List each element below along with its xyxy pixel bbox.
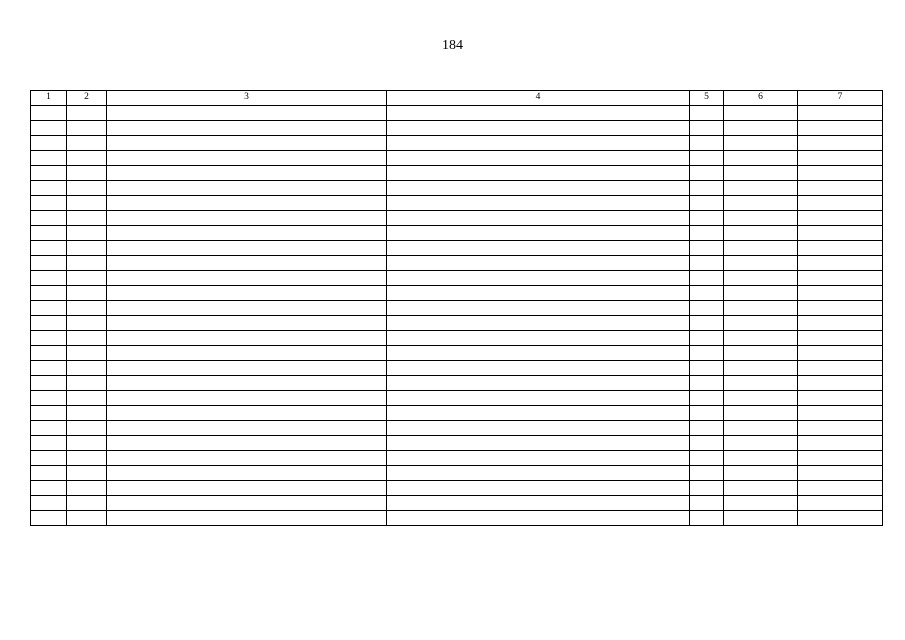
table-cell: [798, 106, 883, 121]
table-row: [31, 121, 883, 136]
table-cell: [67, 346, 107, 361]
table-cell: [31, 166, 67, 181]
table-row: [31, 436, 883, 451]
table-cell: [107, 361, 387, 376]
table-cell: [107, 421, 387, 436]
column-header: 7: [798, 91, 883, 106]
table-cell: [724, 211, 798, 226]
table-cell: [690, 436, 724, 451]
table-cell: [724, 331, 798, 346]
table-cell: [67, 481, 107, 496]
table-cell: [31, 211, 67, 226]
table-cell: [798, 346, 883, 361]
table-cell: [31, 301, 67, 316]
table-cell: [387, 196, 690, 211]
table-cell: [798, 496, 883, 511]
table-cell: [107, 226, 387, 241]
table-cell: [67, 106, 107, 121]
column-header: 6: [724, 91, 798, 106]
table-cell: [387, 166, 690, 181]
table-cell: [798, 256, 883, 271]
table-row: [31, 511, 883, 526]
column-header: 1: [31, 91, 67, 106]
table-cell: [387, 466, 690, 481]
table-cell: [690, 256, 724, 271]
table-cell: [724, 286, 798, 301]
table-cell: [387, 106, 690, 121]
table-cell: [107, 151, 387, 166]
table-row: [31, 286, 883, 301]
table-cell: [107, 406, 387, 421]
table-cell: [724, 181, 798, 196]
table-cell: [67, 301, 107, 316]
table-row: [31, 496, 883, 511]
table-row: [31, 451, 883, 466]
table-cell: [387, 271, 690, 286]
table-cell: [67, 241, 107, 256]
table-cell: [690, 496, 724, 511]
page-number: 184: [442, 38, 463, 53]
table-cell: [724, 166, 798, 181]
table-cell: [690, 391, 724, 406]
table-cell: [31, 151, 67, 166]
table-cell: [67, 256, 107, 271]
table-row: [31, 466, 883, 481]
table-cell: [690, 151, 724, 166]
table-cell: [31, 481, 67, 496]
table-cell: [798, 136, 883, 151]
table-cell: [798, 421, 883, 436]
table-row: [31, 391, 883, 406]
table-cell: [67, 496, 107, 511]
table-cell: [690, 106, 724, 121]
table-cell: [724, 421, 798, 436]
table-cell: [724, 106, 798, 121]
table-cell: [724, 406, 798, 421]
table-cell: [387, 406, 690, 421]
table-cell: [798, 196, 883, 211]
table-cell: [31, 256, 67, 271]
table-cell: [31, 226, 67, 241]
table-cell: [31, 376, 67, 391]
table-cell: [31, 286, 67, 301]
table-cell: [107, 391, 387, 406]
table-cell: [798, 211, 883, 226]
table-row: [31, 331, 883, 346]
table-cell: [387, 121, 690, 136]
table-cell: [798, 361, 883, 376]
table-cell: [67, 211, 107, 226]
table-cell: [67, 331, 107, 346]
table-cell: [31, 241, 67, 256]
table-cell: [107, 331, 387, 346]
table-cell: [31, 406, 67, 421]
table-cell: [798, 166, 883, 181]
table-row: [31, 406, 883, 421]
table-cell: [690, 121, 724, 136]
table-cell: [107, 136, 387, 151]
table-cell: [31, 106, 67, 121]
table-cell: [387, 211, 690, 226]
table-row: [31, 151, 883, 166]
table-row: [31, 211, 883, 226]
table-cell: [387, 481, 690, 496]
table-cell: [724, 511, 798, 526]
table-cell: [690, 421, 724, 436]
table-cell: [690, 466, 724, 481]
table-cell: [107, 196, 387, 211]
table-cell: [31, 196, 67, 211]
table-row: [31, 361, 883, 376]
table-cell: [690, 376, 724, 391]
table-cell: [690, 136, 724, 151]
table-cell: [690, 286, 724, 301]
table-cell: [31, 181, 67, 196]
table-cell: [387, 361, 690, 376]
table-cell: [107, 346, 387, 361]
table-cell: [387, 181, 690, 196]
table-cell: [690, 196, 724, 211]
table-row: [31, 421, 883, 436]
table-row: [31, 241, 883, 256]
table-cell: [798, 121, 883, 136]
table-cell: [724, 451, 798, 466]
table-cell: [387, 241, 690, 256]
table-cell: [107, 316, 387, 331]
table-cell: [690, 211, 724, 226]
table-cell: [724, 136, 798, 151]
table-cell: [107, 106, 387, 121]
table-row: [31, 181, 883, 196]
table-cell: [798, 301, 883, 316]
table-cell: [724, 496, 798, 511]
table-cell: [690, 511, 724, 526]
table-cell: [107, 211, 387, 226]
column-header: 3: [107, 91, 387, 106]
table-cell: [31, 121, 67, 136]
table-cell: [31, 391, 67, 406]
table-cell: [690, 406, 724, 421]
table-cell: [67, 316, 107, 331]
table-cell: [690, 241, 724, 256]
table-cell: [387, 346, 690, 361]
table-cell: [798, 226, 883, 241]
table-cell: [690, 316, 724, 331]
table-cell: [107, 511, 387, 526]
table-cell: [387, 226, 690, 241]
table-cell: [107, 256, 387, 271]
table-cell: [107, 376, 387, 391]
table-cell: [798, 241, 883, 256]
table-cell: [690, 166, 724, 181]
table-cell: [690, 331, 724, 346]
table-row: [31, 481, 883, 496]
table-cell: [67, 121, 107, 136]
table-row: [31, 376, 883, 391]
table-row: [31, 301, 883, 316]
table-cell: [724, 376, 798, 391]
table-cell: [107, 466, 387, 481]
column-header: 2: [67, 91, 107, 106]
table-cell: [31, 511, 67, 526]
table-cell: [107, 436, 387, 451]
table-cell: [387, 331, 690, 346]
table-cell: [690, 451, 724, 466]
table-cell: [107, 451, 387, 466]
table-cell: [724, 391, 798, 406]
table-cell: [67, 451, 107, 466]
table-cell: [798, 286, 883, 301]
table-cell: [31, 451, 67, 466]
table-cell: [724, 466, 798, 481]
table-cell: [387, 376, 690, 391]
table-cell: [798, 511, 883, 526]
table-cell: [67, 376, 107, 391]
table-cell: [31, 271, 67, 286]
table-row: [31, 346, 883, 361]
table-cell: [724, 196, 798, 211]
table-cell: [67, 151, 107, 166]
table-cell: [67, 271, 107, 286]
table-cell: [67, 511, 107, 526]
table-cell: [724, 241, 798, 256]
table-cell: [67, 391, 107, 406]
table-cell: [798, 436, 883, 451]
table-cell: [724, 121, 798, 136]
table-cell: [387, 136, 690, 151]
table-cell: [724, 151, 798, 166]
table-cell: [31, 331, 67, 346]
table-cell: [724, 271, 798, 286]
table-cell: [724, 346, 798, 361]
table-cell: [31, 436, 67, 451]
table-row: [31, 226, 883, 241]
table-cell: [690, 271, 724, 286]
table-row: [31, 166, 883, 181]
table-cell: [798, 406, 883, 421]
table-cell: [798, 181, 883, 196]
table-cell: [798, 151, 883, 166]
table-cell: [798, 481, 883, 496]
table-cell: [798, 451, 883, 466]
table-cell: [690, 346, 724, 361]
register-table: [30, 90, 883, 526]
table-cell: [67, 436, 107, 451]
table-cell: [31, 466, 67, 481]
table-cell: [387, 286, 690, 301]
table-cell: [690, 226, 724, 241]
table-cell: [387, 391, 690, 406]
table-cell: [724, 256, 798, 271]
table-cell: [724, 361, 798, 376]
table-cell: [107, 181, 387, 196]
table-cell: [31, 136, 67, 151]
table-cell: [67, 166, 107, 181]
table-cell: [67, 136, 107, 151]
table-cell: [67, 406, 107, 421]
table-cell: [67, 361, 107, 376]
table-cell: [107, 121, 387, 136]
table-cell: [107, 481, 387, 496]
table-cell: [67, 181, 107, 196]
table-cell: [724, 481, 798, 496]
table-cell: [67, 196, 107, 211]
table-cell: [31, 346, 67, 361]
column-header: 4: [387, 91, 690, 106]
table-cell: [107, 286, 387, 301]
table-cell: [387, 151, 690, 166]
table-cell: [387, 316, 690, 331]
table-row: [31, 106, 883, 121]
table-cell: [107, 301, 387, 316]
table-cell: [387, 496, 690, 511]
table-row: [31, 271, 883, 286]
table-cell: [798, 376, 883, 391]
table-cell: [67, 226, 107, 241]
table-row: [31, 196, 883, 211]
table-cell: [690, 481, 724, 496]
table-cell: [724, 316, 798, 331]
table-cell: [107, 496, 387, 511]
header-row: [31, 91, 883, 106]
table-row: [31, 256, 883, 271]
table-cell: [67, 421, 107, 436]
table-cell: [67, 286, 107, 301]
table-cell: [724, 301, 798, 316]
table-cell: [724, 226, 798, 241]
table-cell: [107, 271, 387, 286]
table-cell: [107, 166, 387, 181]
column-header: 5: [690, 91, 724, 106]
table-cell: [107, 241, 387, 256]
table-cell: [798, 316, 883, 331]
table-cell: [31, 361, 67, 376]
table-cell: [67, 466, 107, 481]
table-cell: [690, 181, 724, 196]
table-cell: [798, 466, 883, 481]
table-cell: [798, 331, 883, 346]
table-cell: [387, 256, 690, 271]
table-cell: [387, 436, 690, 451]
table-cell: [798, 271, 883, 286]
table-cell: [387, 301, 690, 316]
table-row: [31, 316, 883, 331]
table-cell: [387, 451, 690, 466]
table-cell: [690, 361, 724, 376]
table-cell: [31, 496, 67, 511]
table-row: [31, 136, 883, 151]
table-cell: [690, 301, 724, 316]
table-cell: [31, 316, 67, 331]
table-cell: [387, 511, 690, 526]
table-cell: [798, 391, 883, 406]
table-cell: [31, 421, 67, 436]
table-cell: [724, 436, 798, 451]
table-cell: [387, 421, 690, 436]
